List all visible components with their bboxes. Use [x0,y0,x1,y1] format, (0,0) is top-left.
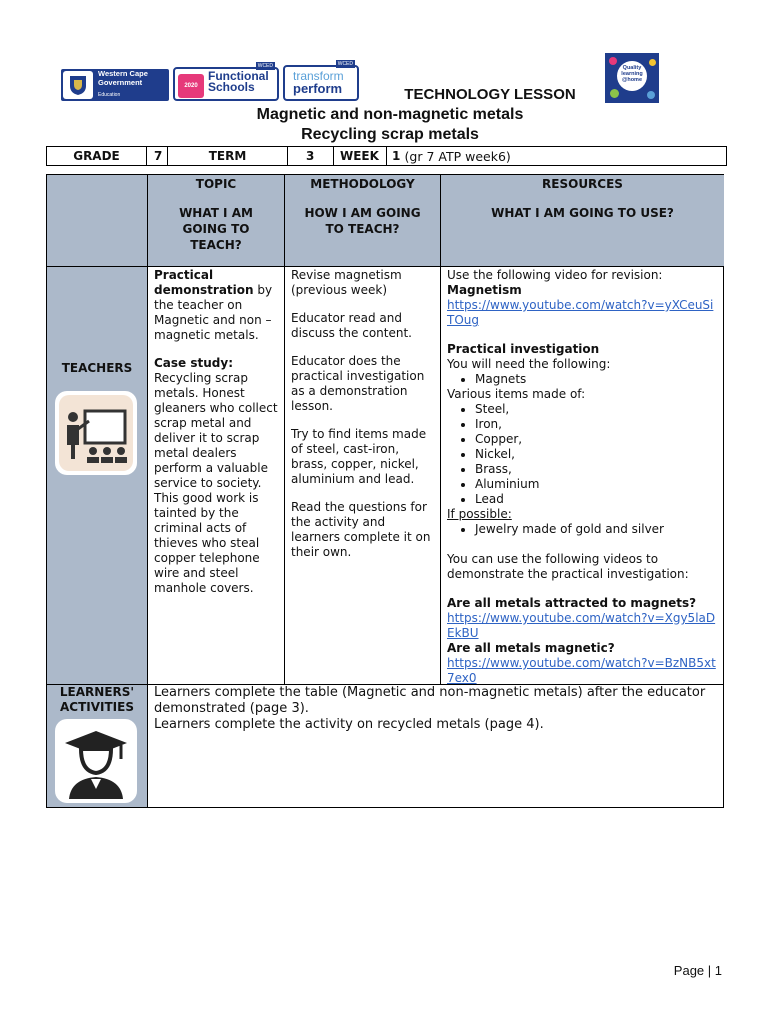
topic-header-title: TOPIC [195,177,237,191]
quality-learning-at-home-logo [605,53,659,103]
list-item: • Lead [475,492,718,507]
lesson-plan-table [46,174,724,808]
methodology-step: Try to find items made of steel, cast-iron, brass, copper, nickel, aluminium and lead. [291,427,427,486]
teachers-row-header [47,267,148,685]
wcg-line3: Education [98,92,121,99]
ql-line1: Quality [622,65,642,71]
fs-badge: 2020 [178,74,204,98]
resources-header-question: WHAT I AM GOING TO USE? [491,206,674,220]
magnetism-title: Magnetism [447,283,522,297]
wcg-line1: Western Cape [98,69,148,79]
page-title: Magnetic and non-magnetic metals [256,106,524,123]
practical-investigation-title: Practical investigation [447,342,600,356]
fs-line2: Schools [208,80,255,94]
week-label: WEEK [334,147,387,165]
methodology-header-title: METHODOLOGY [310,177,415,191]
q1-title: Are all metals attracted to magnets? [447,596,697,610]
page-subtitle: Recycling scrap metals [301,126,479,143]
list-item: • Jewelry made of gold and silver [475,522,718,537]
videos-intro: You can use the following videos to demonstrate the practical investigation: [447,552,689,581]
topic-header [148,175,285,267]
ql-line3: @home [621,77,643,83]
topic-header-question: WHAT I AM GOING TO TEACH? [179,206,253,252]
practical-demo-title: Practical demonstration [154,268,254,297]
learners-activity-1: Learners complete the table (Magnetic and non-magnetic metals) after the educator demonstrated (page 3). [154,685,706,716]
fs-tag: WCED [257,63,273,69]
tp-line1: transform [293,69,344,83]
need-following-text: You will need the following: [447,357,611,371]
practical-demo-text: by the teacher on Magnetic and non – magnetic metals. [154,283,273,342]
grade-term-week-table [46,146,727,166]
metals-list [447,402,718,507]
teachers-methodology-cell [285,267,441,685]
learners-activities-cell [148,685,724,807]
teachers-topic-cell [148,267,285,685]
list-item: • Aluminium [475,477,718,492]
list-item: • Brass, [475,462,718,477]
list-item: • Magnets [475,372,718,387]
term-value: 3 [288,147,334,165]
transform-perform-logo [283,61,359,101]
need-list [447,372,718,387]
wcg-line2: Government [98,77,143,87]
grade-label: GRADE [47,147,147,165]
case-study-text: Recycling scrap metals. Honest gleaners who collect scrap metal and deliver it to scrap metal dealers perform a valuable service to society. This good work is tainted by the criminal acts of thieves who steal copper telephone wire and steel manhole covers. [154,371,278,595]
methodology-step: Educator read and discuss the content. [291,311,412,340]
tp-line2: perform [293,81,343,96]
term-label: TERM [168,147,288,165]
list-item: • Steel, [475,402,718,417]
lesson-title: TECHNOLOGY LESSON [404,86,576,103]
list-item: • Nickel, [475,447,718,462]
revision-intro: Use the following video for revision: [447,268,663,282]
week-cell [387,147,726,165]
case-study-title: Case study: [154,356,233,370]
teacher-presentation-icon [55,391,137,475]
methodology-step: Revise magnetism (previous week) [291,268,402,297]
tp-tag: WCED [337,61,353,67]
western-cape-government-logo [61,69,169,101]
graduate-student-icon [55,719,137,803]
methodology-header-question: HOW I AM GOING TO TEACH? [304,206,421,236]
week-value: 1 [392,149,401,163]
functional-schools-logo [173,63,279,101]
teachers-resources-cell [441,267,724,685]
possible-list [447,522,718,537]
methodology-step: Read the questions for the activity and learners complete it on their own. [291,500,431,559]
teachers-label: TEACHERS [61,361,133,375]
list-item: • Copper, [475,432,718,447]
learners-label: LEARNERS' ACTIVITIES [59,685,135,714]
q2-video-link[interactable]: https://www.youtube.com/watch?v=BzNB5xt7ex0 [447,656,716,685]
learners-row-header [47,685,148,807]
various-items-text: Various items made of: [447,387,586,401]
coat-of-arms-icon [63,71,93,99]
grade-value: 7 [147,147,168,165]
fs-line1: Functional [208,69,269,83]
list-item: • Iron, [475,417,718,432]
q2-title: Are all metals magnetic? [447,641,615,655]
q1-video-link[interactable]: https://www.youtube.com/watch?v=Xgy5laDEkBU [447,611,716,640]
methodology-step: Educator does the practical investigation as a demonstration lesson. [291,354,425,413]
if-possible-text: If possible: [447,507,512,521]
methodology-header [285,175,441,267]
learners-activity-2: Learners complete the activity on recycled metals (page 4). [154,717,544,732]
resources-header-title: RESOURCES [542,177,623,191]
magnetism-video-link[interactable]: https://www.youtube.com/watch?v=yXCeuSiTOug [447,298,714,327]
header-blank-cell [47,175,148,267]
week-note: (gr 7 ATP week6) [404,148,511,164]
page-number: Page | 1 [673,963,722,978]
ql-line2: learning [621,71,643,77]
resources-header [441,175,724,267]
